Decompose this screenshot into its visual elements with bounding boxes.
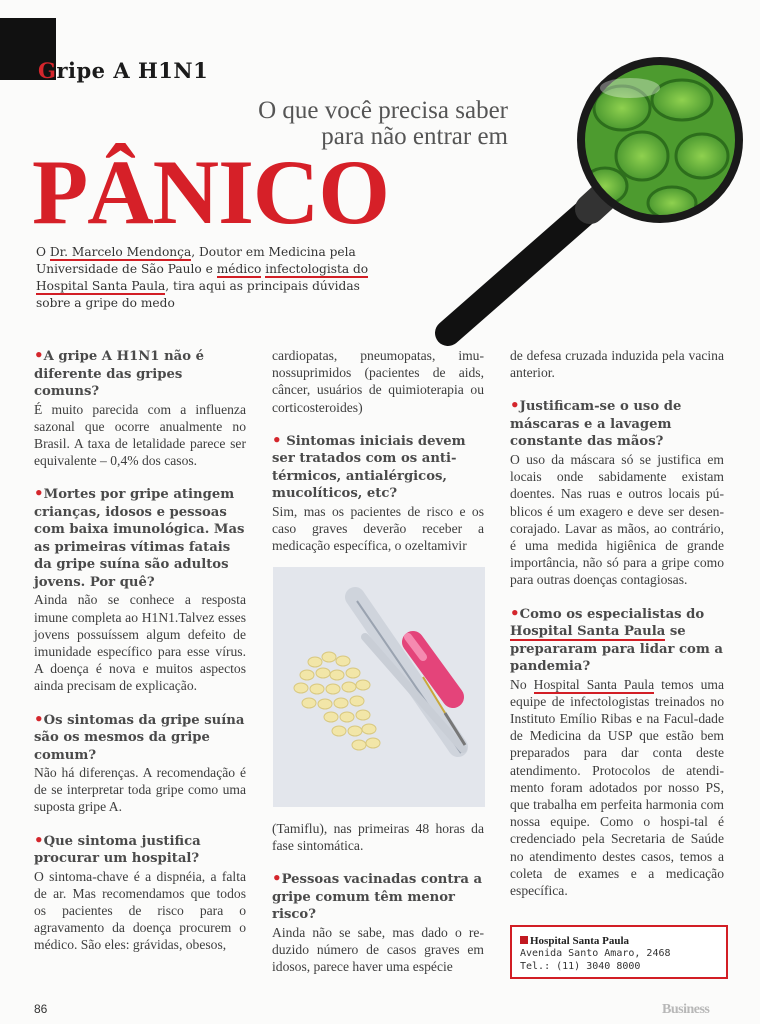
question-3: •Os sintomas da gripe suína são os mesmos da gripe comum?: [34, 709, 245, 763]
column-2-lower: [272, 820, 484, 992]
contact-name: Hospital Santa Paula: [520, 935, 726, 947]
section-kicker: [38, 58, 208, 83]
doctor-name: Dr. Marcelo Mendonça: [49, 245, 192, 259]
question-6: •Pessoas vacinadas contra a gripe comum têm menor risco?: [272, 869, 483, 923]
pills-icon: [273, 567, 485, 807]
kicker-text: ripe A H1N1: [56, 58, 209, 83]
headline: PÂNICO: [32, 141, 389, 243]
column-2: [272, 347, 484, 570]
col2-lead: cardiopatas, pneumopatas, imu-nossuprimidos (pacientes de aids, câncer, usuários de quimioterapia ou corticosteroides): [272, 348, 484, 415]
subtitle-line-1: O que você precisa saber: [258, 97, 508, 124]
col3-lead: de defesa cruzada induzida pela vacina anterior.: [510, 348, 724, 381]
question-2: •Mortes por gripe atingem crianças, idosos e pessoas com baixa imunológica. Mas as primeiras vítimas fatais da gripe suína são adultos jovens. Por quê?: [34, 484, 245, 590]
answer-8: No Hospital Santa Paula temos uma equipe de infectologistas treinados no Instituto Emílio Ribas e na Facul-dade de Medicina da USP que estão bem preparados para dar conta deste atendimento. Protocolos de atendi-mento foram adotados por nosso PS, que trabalha em perfeita harmonia com nossa equipe. Como o hospi-tal é credenciado pela Secretaria de Saúde no atendimento destes casos, temos a coleta de exames e a medicação específica.: [510, 676, 724, 898]
col2-after-photo: (Tamiflu), nas primeiras 48 horas da fase sintomática.: [272, 821, 484, 854]
question-4: •Que sintoma justifica procurar um hospital?: [34, 830, 201, 867]
kicker-initial: G: [38, 58, 57, 83]
answer-3: Não há diferenças. A recomendação é de se interpretar toda gripe como uma suposta gripe A.: [34, 765, 246, 815]
intro-text-2: , Doutor em Medicina pela Universidade de São Paulo e: [36, 245, 356, 276]
magnifying-glass-icon: [420, 48, 750, 348]
answer-4: O sintoma-chave é a dispnéia, a falta de ar. Mas recomendamos que todos os pacientes de risco para o agravamento da doença procurem o médico. São eles: grávidas, obesos,: [34, 868, 246, 953]
contact-box: [510, 925, 728, 979]
answer-7: O uso da máscara só se justifica em locais onde sabidamente existam doentes. Nas ruas e outros locais pú-blicos é um exagero e deve ser desen-corajado. Lavar as mãos, ao contrário, é uma medida higiênica de grande importância, não só para a gripe como para outras doenças contagiosas.: [510, 451, 724, 588]
column-1: [34, 347, 246, 970]
answer-6: Ainda não se sabe, mas dado o re-duzido número de casos graves em idosos, parece haver uma espécie: [272, 924, 484, 975]
contact-address: Avenida Santo Amaro, 2468: [520, 948, 671, 959]
answer-2: Ainda não se conhece a resposta imune completa ao H1N1.Talvez esses jovens possuíssem algum defeito de imunidade específico para esse vírus. A doença é nova e muitos aspectos ainda precisam de explicação.: [34, 592, 246, 694]
hospital-name-answer: Hospital Santa Paula: [533, 676, 655, 692]
question-8: •Como os especialistas do Hospital Santa Paula se prepararam para lidar com a pandemia?: [510, 603, 723, 675]
doctor-role-1: médico: [216, 262, 262, 276]
page-number: 86: [34, 1002, 48, 1016]
medication-photo: [273, 567, 485, 807]
column-3: [510, 347, 724, 915]
contact-phone: Tel.: (11) 3040 8000: [520, 961, 641, 972]
hospital-name-question: Hospital Santa Paula: [510, 624, 666, 640]
contact-square-icon: [520, 936, 528, 944]
intro-paragraph: [36, 244, 376, 312]
magazine-brand: Business: [662, 1002, 710, 1017]
intro-text-1: O: [36, 245, 50, 259]
answer-5: Sim, mas os pacientes de risco e os caso graves deverão receber a medicação específica, o ozeltamivir: [272, 503, 484, 554]
question-7: •Justificam-se o uso de máscaras e a lavagem constante das mãos?: [510, 396, 682, 450]
answer-1: É muito parecida com a influenza sazonal que ocorre anualmente no Brasil. A taxa de letalidade parece ser equivalente – 0,4% dos casos.: [34, 401, 246, 469]
question-5: • Sintomas iniciais devem ser tratados com os anti-térmicos, antialérgicos, mucolíticos, etc?: [272, 430, 466, 502]
doctor-role-2: infectologista do Hospital Santa Paula: [36, 262, 369, 293]
intro-text-3: , tira aqui as principais dúvidas sobre a gripe do medo: [36, 279, 360, 310]
subtitle-line-2: para não entrar em: [321, 123, 508, 150]
question-1: •A gripe A H1N1 não é diferente das gripes comuns?: [34, 346, 204, 399]
